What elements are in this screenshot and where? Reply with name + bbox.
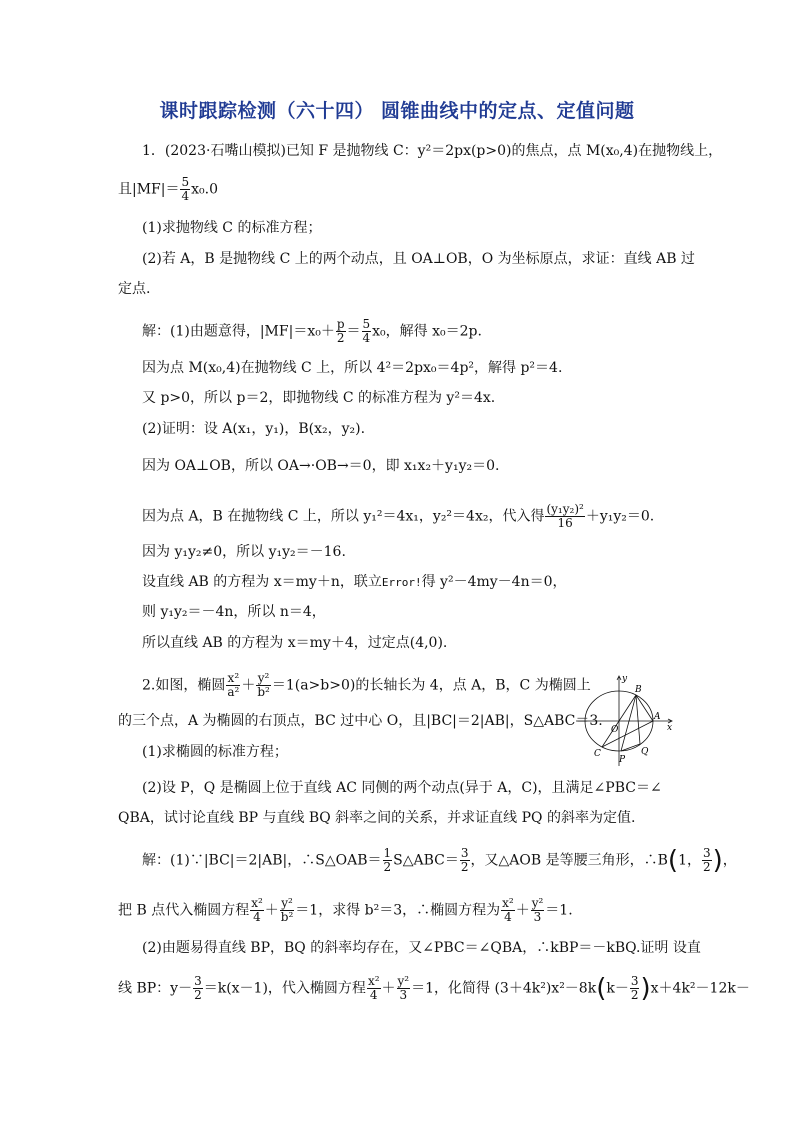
q1-solution-line9: 则 y₁y₂＝－4n，所以 n＝4，	[142, 604, 326, 620]
q1-cond-pre: 且|MF|＝	[118, 181, 180, 198]
label-q: Q	[641, 747, 649, 757]
q1-part2-line1: (2)若 A，B 是抛物线 C 上的两个动点，且 OA⊥OB，O 为坐标原点，求证：直线 AB 过	[142, 251, 695, 267]
label-a: A	[654, 712, 661, 722]
label-c: C	[594, 749, 601, 759]
label-y: y	[622, 674, 628, 684]
q2-solution-line4: 线 BP：y－ $\frac{3}{2}$ ＝k(x－1)，代入椭圆方程 $\frac{\text{x²}}{4}$ ＋ $\frac{\text{y²}}{3}$ ＝1，化简得 (3＋4k²)x²－8k(k－ $\frac{3}{2}$ )x＋4k²－12k－	[118, 973, 750, 1004]
q1-solution-line4: (2)证明：设 A(x₁，y₁)，B(x₂，y₂).	[142, 421, 366, 437]
q1-part1: (1)求抛物线 C 的标准方程；	[142, 220, 322, 236]
q1-cond-frac: $\frac{5}{4}$	[181, 175, 190, 203]
ellipse-figure	[574, 672, 674, 768]
q1-solution-line3: 又 p>0，所以 p＝2，即抛物线 C 的标准方程为 y²＝4x.	[142, 390, 496, 406]
q1-solution-line2: 因为点 M(x₀,4)在抛物线 C 上，所以 4²＝2px₀＝4p²，解得 p²＝4.	[142, 360, 563, 376]
q1-solution-line7: 因为 y₁y₂≠0，所以 y₁y₂＝－16.	[142, 544, 346, 560]
q2-heading-line1: 2.如图，椭圆 $\frac{\text{x²}}{\text{a²}}$ ＋ $\frac{\text{y²}}{\text{b²}}$ ＝1(a>b>0)的长轴长为 4，点 A，B，C 为椭圆上	[142, 671, 591, 699]
q1-part2-line2: 定点.	[118, 281, 151, 297]
segment-pq	[621, 744, 640, 751]
q2-solution-line1: 解：(1)∵|BC|＝2|AB|，∴S△OAB＝ $\frac{1}{2}$ S△ABC＝ $\frac{3}{2}$ ，又△AOB 是等腰三角形，∴B(1， $\frac{3}{2}$ )，	[142, 845, 737, 876]
segment-ac	[602, 721, 653, 747]
q1-solution-line1: 解：(1)由题意得，|MF|＝x₀＋ $\frac{p}{2}$ ＝ $\frac{5}{4}$ x₀，解得 x₀＝2p.	[142, 317, 482, 345]
q2-solution-line2: 把 B 点代入椭圆方程 $\frac{\text{x²}}{4}$ ＋ $\frac{\text{y²}}{\text{b²}}$ ＝1，求得 b²＝3，∴椭圆方程为 $\frac{\text{x²}}{4}$ ＋ $\frac{\text{y²}}{3}$ ＝1.	[118, 896, 573, 924]
q1-cond-post: x₀.0	[191, 181, 218, 198]
q2-part1: (1)求椭圆的标准方程；	[142, 744, 288, 760]
q2-heading-line2: 的三个点，A 为椭圆的右顶点，BC 过中心 O，且|BC|＝2|AB|，S△ABC＝3.	[118, 713, 603, 729]
label-b: B	[635, 685, 642, 695]
segment-bp	[621, 695, 636, 751]
page-title: 课时跟踪检测（六十四） 圆锥曲线中的定点、定值问题	[159, 100, 635, 122]
segment-bq	[636, 695, 640, 744]
q1-solution-line6: 因为点 A，B 在抛物线 C 上，所以 y₁²＝4x₁，y₂²＝4x₂，代入得 $\frac{\text{(y₁y₂)²}}{16}$ ＋y₁y₂＝0.	[142, 502, 655, 530]
q1-solution-line10: 所以直线 AB 的方程为 x＝my＋4，过定点(4,0).	[142, 635, 448, 651]
q1-heading: 1．(2023·石嘴山模拟)已知 F 是抛物线 C：y²＝2px(p>0)的焦点，点 M(x₀,4)在抛物线上，	[142, 143, 723, 159]
q2-part2-line1: (2)设 P，Q 是椭圆上位于直线 AC 同侧的两个动点(异于 A，C)，且满足∠PBC＝∠	[142, 780, 662, 796]
label-x: x	[667, 723, 673, 733]
segment-ab	[636, 695, 653, 721]
label-p: P	[619, 755, 626, 765]
q1-solution-line8: 设直线 AB 的方程为 x＝my＋n，联立Error!得 y²－4my－4n＝0，	[142, 574, 567, 590]
q1-solution-line5: 因为 OA⊥OB，所以 OA→·OB→＝0，即 x₁x₂＋y₁y₂＝0.	[142, 458, 500, 474]
label-o: O	[611, 725, 619, 735]
q2-part2-line2: QBA，试讨论直线 BP 与直线 BQ 斜率之间的关系，并求证直线 PQ 的斜率为定值.	[118, 810, 636, 826]
q2-solution-line3: (2)由题易得直线 BP，BQ 的斜率均存在，又∠PBC＝∠QBA，∴kBP＝－kBQ.证明 设直	[142, 940, 701, 956]
q1-condition	[118, 176, 218, 203]
